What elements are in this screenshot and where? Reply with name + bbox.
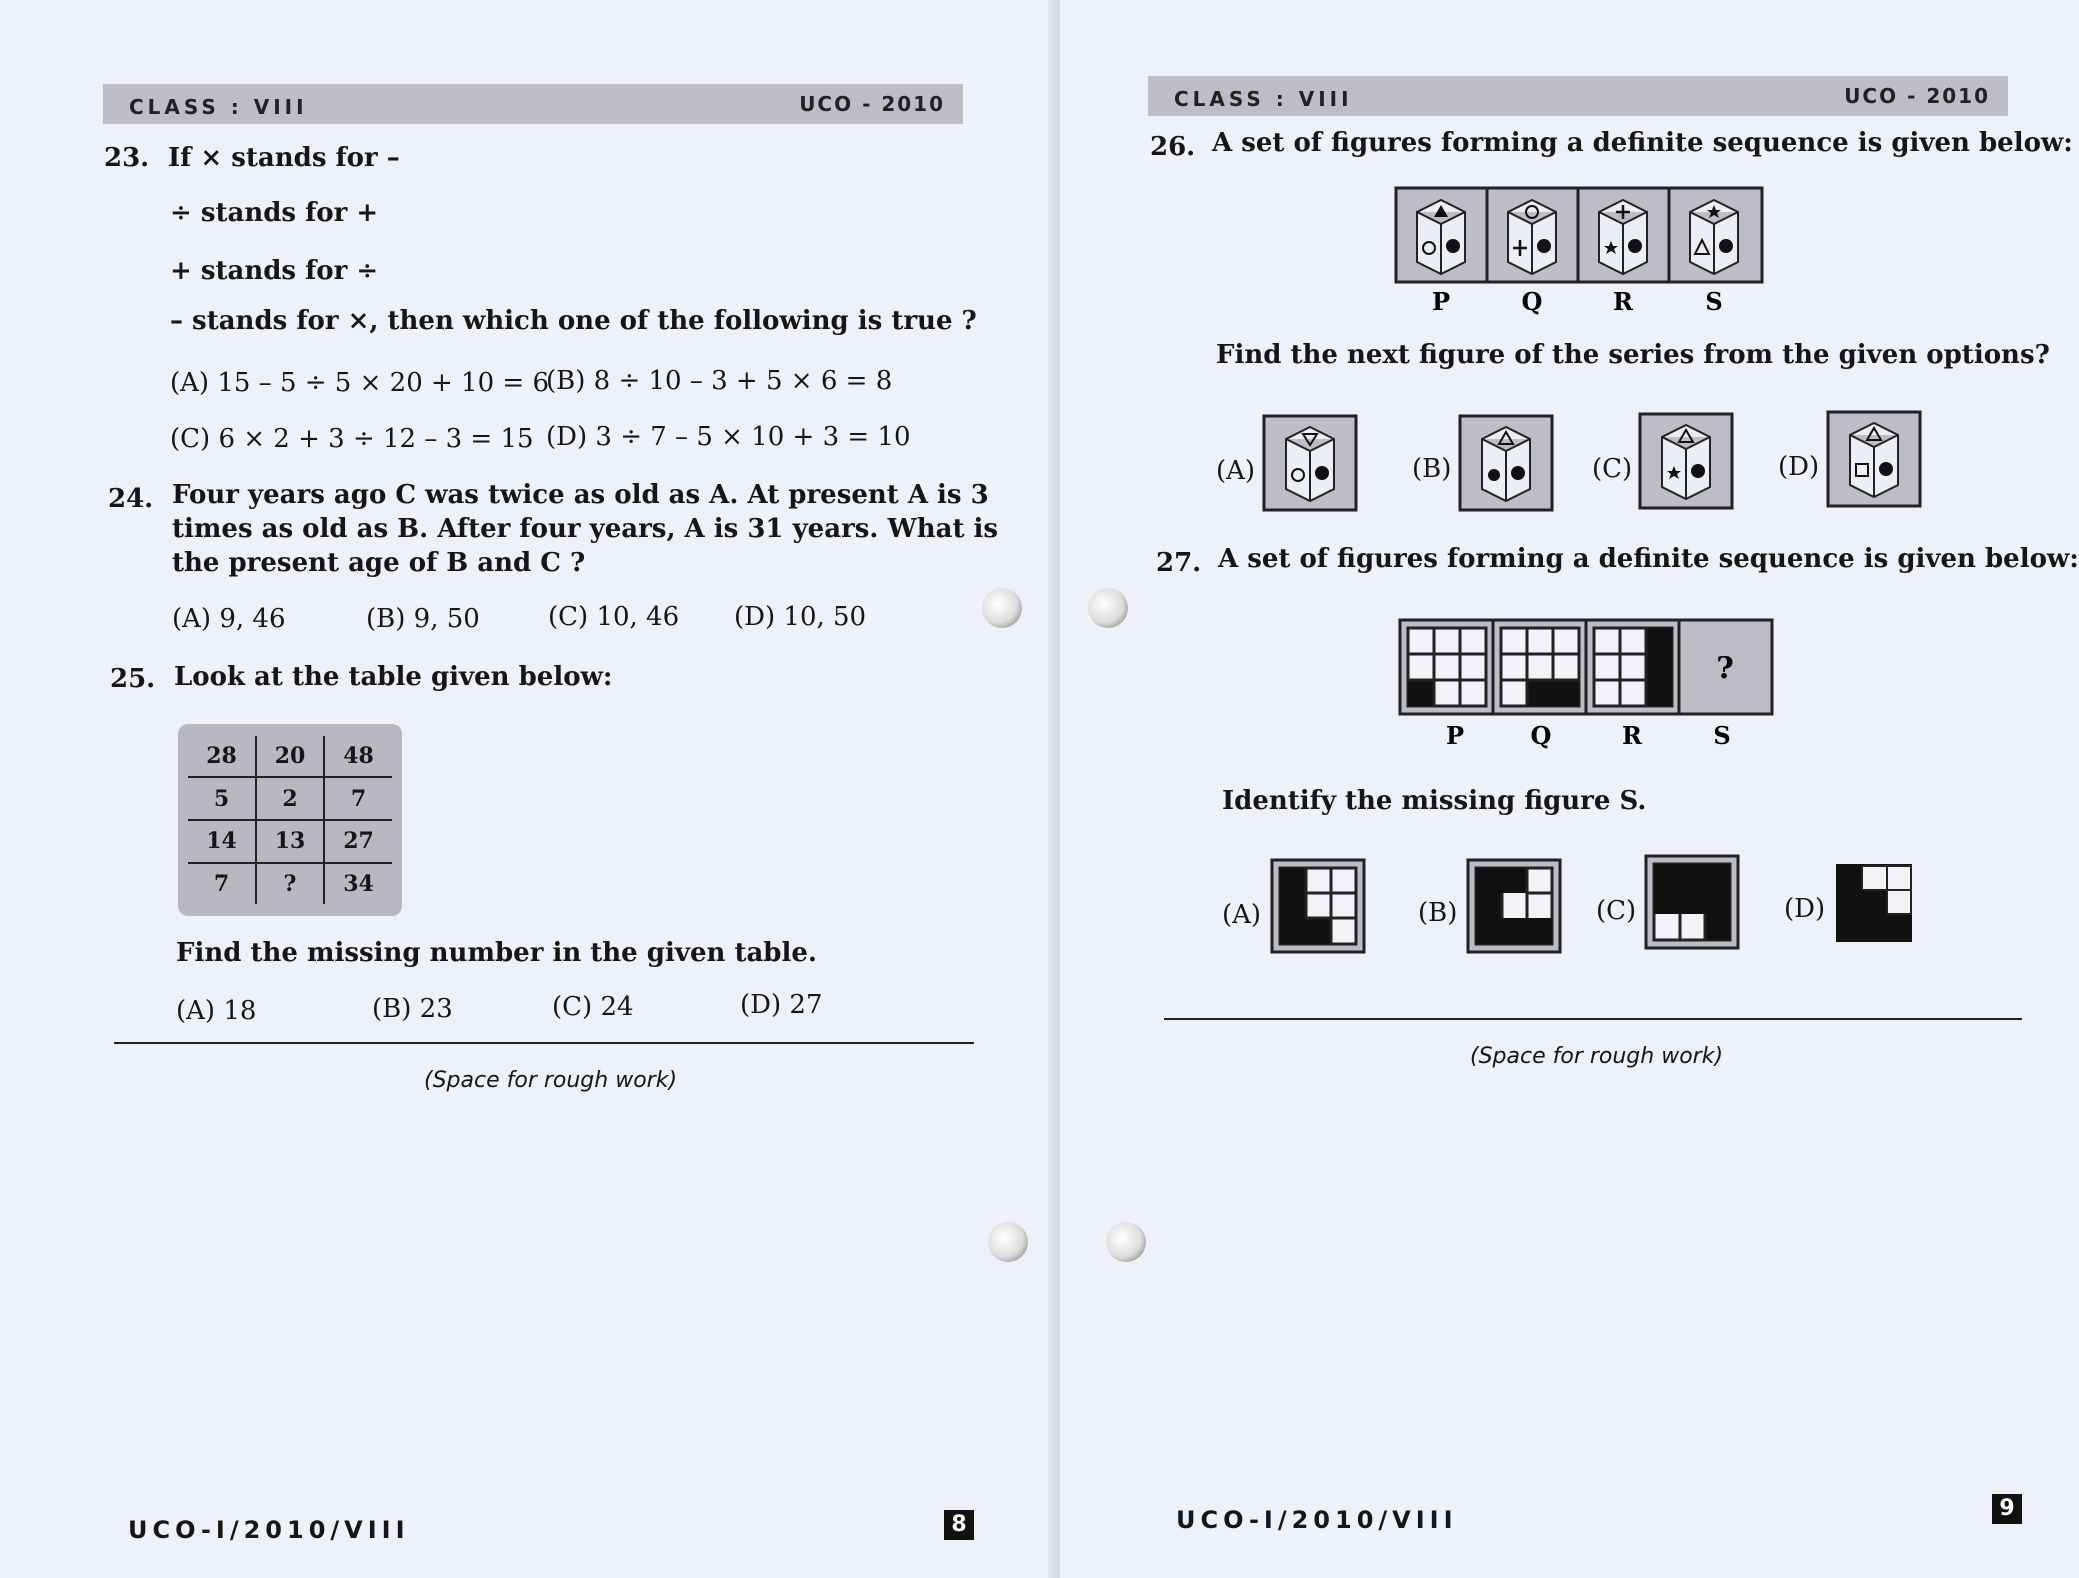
cube-figure-p: [1417, 200, 1465, 274]
grid-figure-r: [1594, 628, 1672, 706]
table-row: [188, 777, 392, 820]
grid-figure-p: [1408, 628, 1486, 706]
rough-work-label: (Space for rough work): [1470, 1044, 1724, 1069]
question-number: 24.: [108, 484, 154, 514]
table-row: [188, 736, 392, 777]
figure-label: P: [1445, 721, 1465, 750]
question-ask: Find the next figure of the series from the given options?: [1216, 340, 2050, 370]
dot-icon: [1691, 464, 1705, 478]
class-label: CLASS : VIII: [1174, 87, 1353, 111]
option-c-figure[interactable]: [1638, 412, 1734, 512]
divider: [1164, 1018, 2022, 1020]
cube-figure-s: [1690, 200, 1738, 274]
question-text: A set of figures forming a definite sequence is given below:: [1218, 544, 2079, 574]
question-line: ÷ stands for +: [170, 198, 379, 228]
cube-figure-r: [1599, 200, 1647, 274]
figure-label: S: [1705, 287, 1723, 316]
option-d-label[interactable]: (D): [1784, 894, 1826, 924]
grid-figure-q: [1501, 628, 1579, 706]
option-c[interactable]: (C) 24: [552, 992, 634, 1022]
footer-code: UCO-I/2010/VIII: [1176, 1506, 1458, 1534]
question-ask: Identify the missing figure S.: [1222, 786, 1647, 816]
option-a-figure[interactable]: [1270, 858, 1366, 956]
question-23: [104, 141, 1004, 181]
option-c-label[interactable]: (C): [1592, 454, 1633, 484]
figure-label: S: [1713, 721, 1731, 750]
option-b-label[interactable]: (B): [1418, 898, 1458, 928]
question-line: the present age of B and C ?: [172, 548, 586, 578]
dot-icon: [1488, 469, 1500, 481]
question-number: 27.: [1156, 548, 1202, 578]
table-cell: 2: [256, 777, 324, 820]
table-grid: [188, 736, 392, 904]
page-header: [1148, 76, 2008, 116]
question-ask: Find the missing number in the given table.: [176, 938, 817, 968]
exam-code: UCO - 2010: [799, 92, 945, 116]
option-a-label[interactable]: (A): [1222, 900, 1262, 930]
table-cell: 7: [324, 777, 392, 820]
punch-hole: [982, 588, 1022, 628]
table-cell: ?: [256, 863, 324, 904]
question-line: If × stands for –: [168, 143, 400, 173]
option-c[interactable]: (C) 10, 46: [548, 602, 680, 632]
right-page: [1060, 0, 2079, 1578]
footer-code: UCO-I/2010/VIII: [128, 1516, 410, 1544]
punch-hole: [988, 1222, 1028, 1262]
figure-label: Q: [1521, 287, 1543, 316]
option-c-figure[interactable]: [1644, 854, 1740, 952]
figure-label: Q: [1530, 721, 1552, 750]
table-row: [188, 863, 392, 904]
exam-code: UCO - 2010: [1844, 84, 1990, 108]
option-c-label[interactable]: (C): [1596, 896, 1637, 926]
page-number: 8: [944, 1510, 974, 1540]
figure-label: R: [1622, 721, 1642, 750]
question-text: Look at the table given below:: [174, 662, 613, 692]
option-b[interactable]: (B) 9, 50: [366, 604, 480, 634]
dot-icon: [1879, 462, 1893, 476]
figure-label: P: [1431, 287, 1451, 316]
table-row: [188, 820, 392, 863]
question-number: 25.: [110, 664, 156, 694]
figure-label: R: [1613, 287, 1633, 316]
grid-sequence-figures: [1398, 618, 1774, 750]
dot-icon: [1719, 239, 1733, 253]
question-line: Four years ago C was twice as old as A. At present A is 3: [172, 480, 989, 510]
option-d[interactable]: (D) 3 ÷ 7 – 5 × 10 + 3 = 10: [546, 422, 911, 452]
table-cell: 48: [324, 736, 392, 777]
table-cell: 5: [188, 777, 256, 820]
class-label: CLASS : VIII: [129, 95, 308, 119]
table-cell: 14: [188, 820, 256, 863]
option-b-label[interactable]: (B): [1412, 454, 1452, 484]
dot-icon: [1511, 466, 1525, 480]
option-a[interactable]: (A) 15 – 5 ÷ 5 × 20 + 10 = 6: [170, 368, 549, 398]
option-a-label[interactable]: (A): [1216, 456, 1256, 486]
question-line: times as old as B. After four years, A is 31 years. What is: [172, 514, 999, 544]
table-cell: 13: [256, 820, 324, 863]
option-a[interactable]: (A) 9, 46: [172, 604, 286, 634]
option-b[interactable]: (B) 8 ÷ 10 – 3 + 5 × 6 = 8: [546, 366, 893, 396]
option-b[interactable]: (B) 23: [372, 994, 453, 1024]
option-d-label[interactable]: (D): [1778, 452, 1820, 482]
option-d-figure[interactable]: [1826, 410, 1922, 510]
punch-hole: [1088, 588, 1128, 628]
question-number: 23.: [104, 143, 150, 173]
option-a-figure[interactable]: [1262, 414, 1358, 514]
option-c[interactable]: (C) 6 × 2 + 3 ÷ 12 – 3 = 15: [170, 424, 534, 454]
divider: [114, 1042, 974, 1044]
sequence-figures: [1394, 186, 1764, 316]
dot-icon: [1315, 466, 1329, 480]
punch-hole: [1106, 1222, 1146, 1262]
page-number: 9: [1992, 1494, 2022, 1524]
page-header: [103, 84, 963, 124]
option-b-figure[interactable]: [1458, 414, 1554, 514]
table-cell: 34: [324, 863, 392, 904]
missing-figure-mark: ?: [1716, 651, 1734, 686]
option-d[interactable]: (D) 27: [740, 990, 823, 1020]
table-cell: 28: [188, 736, 256, 777]
question-number: 26.: [1150, 132, 1196, 162]
dot-icon: [1446, 239, 1460, 253]
table-cell: 27: [324, 820, 392, 863]
table-cell: 7: [188, 863, 256, 904]
option-d[interactable]: (D) 10, 50: [734, 602, 867, 632]
question-text: A set of figures forming a definite sequence is given below:: [1212, 128, 2073, 158]
option-b-figure[interactable]: [1466, 858, 1562, 956]
cube-figure-q: [1508, 200, 1556, 274]
number-table: [178, 724, 402, 916]
question-line: – stands for ×, then which one of the following is true ?: [170, 306, 977, 336]
dot-icon: [1537, 239, 1551, 253]
table-cell: 20: [256, 736, 324, 777]
option-d-figure[interactable]: [1832, 860, 1918, 948]
option-a[interactable]: (A) 18: [176, 996, 257, 1026]
rough-work-label: (Space for rough work): [424, 1068, 678, 1093]
question-line: + stands for ÷: [170, 256, 379, 286]
dot-icon: [1628, 239, 1642, 253]
